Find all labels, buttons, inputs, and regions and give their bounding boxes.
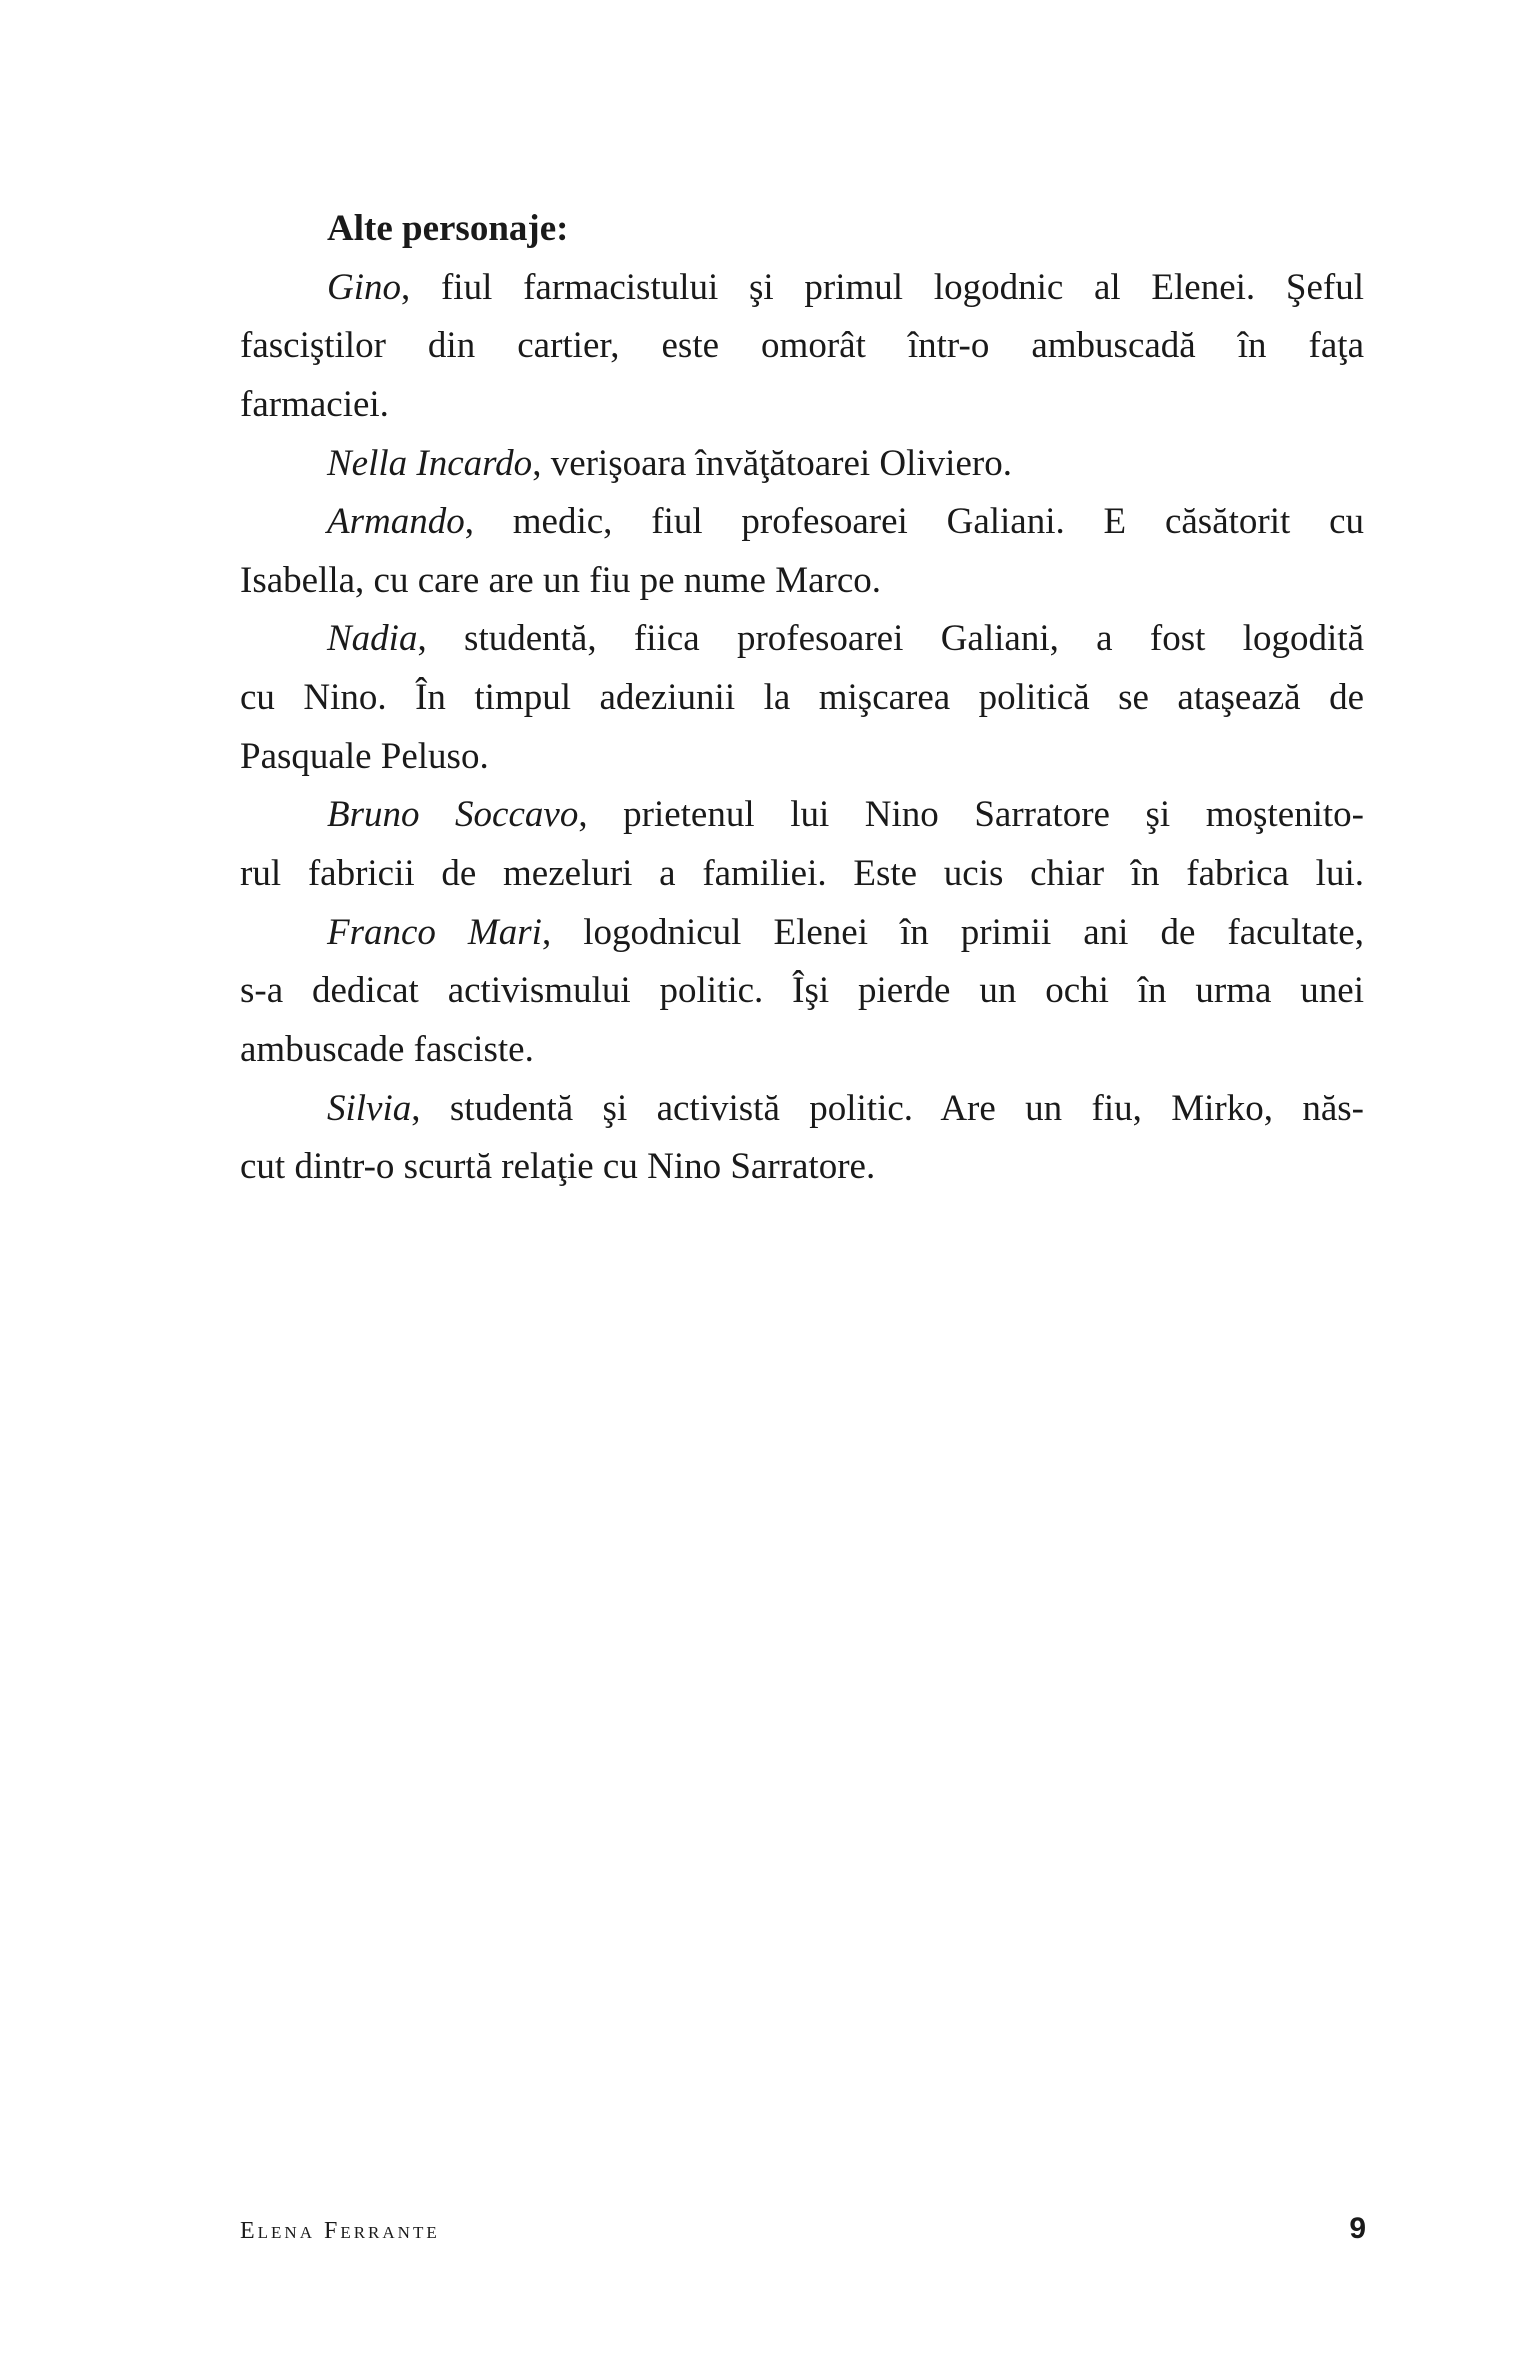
paragraph-gino: Gino, fiul farmacistului şi primul logodnic al Elenei. Şeful — [327, 266, 1364, 308]
text-line: cu Nino. În timpul adeziunii la mişcarea politică se ataşează de — [240, 677, 1364, 719]
text-line: fasciştilor din cartier, este omorât într-o ambuscadă în faţa — [240, 325, 1364, 367]
character-name: Franco Mari — [327, 911, 542, 953]
character-name: Bruno Soccavo — [327, 794, 579, 836]
text-line: Pasquale Peluso. — [240, 735, 489, 777]
page-number: 9 — [1349, 2212, 1366, 2245]
section-heading: Alte personaje: — [327, 208, 569, 249]
text-line: s-a dedicat activismului politic. Îşi pierde un ochi în urma unei — [240, 970, 1364, 1012]
paragraph-franco: Franco Mari, logodnicul Elenei în primii ani de facultate, — [327, 911, 1364, 953]
text-line: ambuscade fasciste. — [240, 1028, 534, 1070]
character-name: Nadia — [327, 618, 418, 660]
paragraph-nella: Nella Incardo, verişoara învăţătoarei Oliviero. — [327, 442, 1012, 484]
paragraph-armando: Armando, medic, fiul profesoarei Galiani. E căsătorit cu — [327, 501, 1364, 543]
character-name: Nella Incardo — [327, 442, 533, 484]
character-name: Gino — [327, 266, 401, 308]
page-body — [240, 200, 1364, 1197]
paragraph-silvia: Silvia, studentă şi activistă politic. Are un fiu, Mirko, năs- — [327, 1087, 1364, 1129]
paragraph-nadia: Nadia, studentă, fiica profesoarei Galiani, a fost logodită — [327, 618, 1364, 660]
paragraph-bruno: Bruno Soccavo, prietenul lui Nino Sarratore şi moştenito- — [327, 794, 1364, 836]
running-footer-author: Elena Ferrante — [240, 2218, 440, 2244]
text-line: farmaciei. — [240, 383, 389, 425]
text-line: Isabella, cu care are un fiu pe nume Marco. — [240, 559, 882, 601]
text-line: cut dintr-o scurtă relaţie cu Nino Sarratore. — [240, 1146, 876, 1188]
character-name: Silvia — [327, 1087, 412, 1129]
text-line: rul fabricii de mezeluri a familiei. Este ucis chiar în fabrica lui. — [240, 853, 1364, 895]
character-name: Armando — [327, 501, 465, 543]
